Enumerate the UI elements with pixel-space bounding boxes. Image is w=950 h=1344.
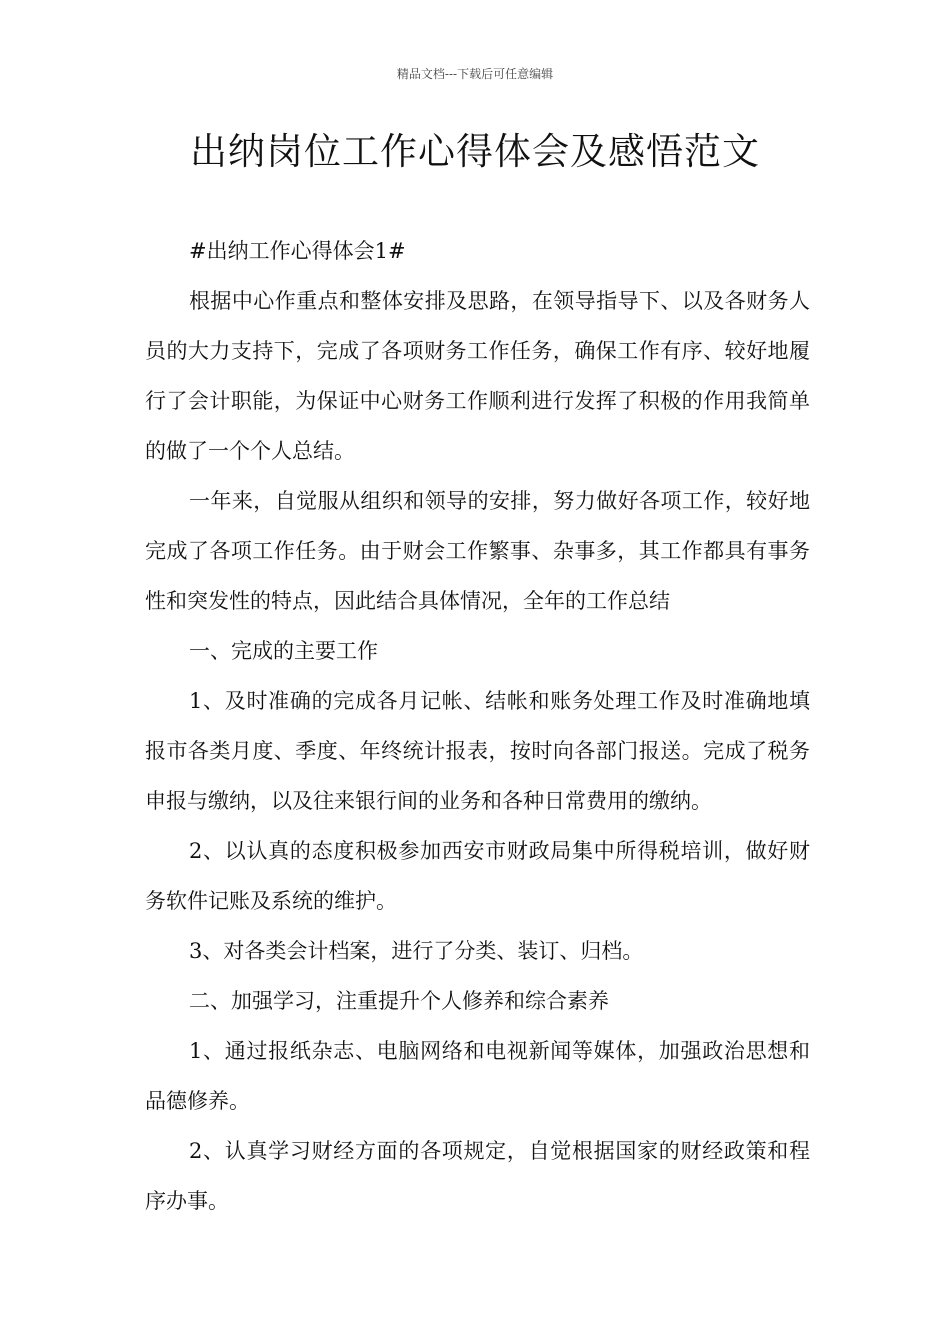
heading-main-work: 一、完成的主要工作 (189, 639, 378, 663)
list-item-1: 1、及时准确的完成各月记帐、结帐和账务处理工作及时准确地填报市各类月度、季度、年终统计报表，按时向各部门报送。完成了税务申报与缴纳，以及往来银行间的业务和各种日常费用的缴纳。 (145, 689, 810, 813)
section-heading-1: #出纳工作心得体会1# (189, 239, 406, 263)
header-note: 精品文档---下载后可任意编辑 (396, 67, 554, 81)
document-body (145, 226, 810, 1226)
paragraph-year-summary: 一年来，自觉服从组织和领导的安排，努力做好各项工作，较好地完成了各项工作任务。由于财会工作繁事、杂事多，其工作都具有事务性和突发性的特点，因此结合具体情况，全年的工作总结 (145, 489, 810, 613)
study-item-1: 1、通过报纸杂志、电脑网络和电视新闻等媒体，加强政治思想和品德修养。 (145, 1039, 810, 1113)
paragraph-intro: 根据中心作重点和整体安排及思路，在领导指导下、以及各财务人员的大力支持下，完成了各项财务工作任务，确保工作有序、较好地履行了会计职能，为保证中心财务工作顺利进行发挥了积极的作用我简单的做了一个个人总结。 (145, 289, 810, 463)
heading-study: 二、加强学习，注重提升个人修养和综合素养 (189, 989, 609, 1013)
list-item-3: 3、对各类会计档案，进行了分类、装订、归档。 (189, 939, 644, 963)
document-title: 出纳岗位工作心得体会及感悟范文 (190, 130, 760, 173)
study-item-2: 2、认真学习财经方面的各项规定，自觉根据国家的财经政策和程序办事。 (145, 1139, 810, 1213)
list-item-2: 2、以认真的态度积极参加西安市财政局集中所得税培训，做好财务软件记账及系统的维护。 (145, 839, 810, 913)
